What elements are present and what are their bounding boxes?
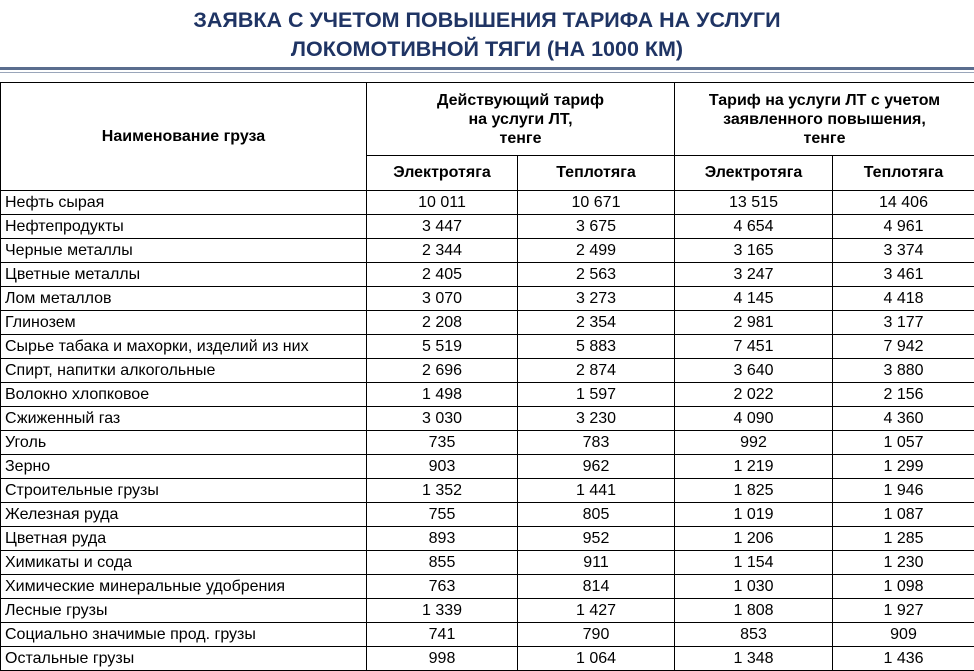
table-row — [1, 623, 974, 647]
table-body — [1, 191, 974, 671]
title-line-1: ЗАЯВКА С УЧЕТОМ ПОВЫШЕНИЯ ТАРИФА НА УСЛУГИ — [0, 6, 974, 35]
cell-cargo-name: Нефтепродукты — [1, 215, 367, 239]
table-row — [1, 551, 974, 575]
cell-current-electro: 2 405 — [367, 263, 518, 287]
cell-new-thermo: 1 098 — [833, 575, 974, 599]
cell-new-thermo: 4 360 — [833, 407, 974, 431]
table-row — [1, 503, 974, 527]
cell-new-electro: 1 348 — [675, 647, 833, 671]
cell-current-thermo: 1 441 — [518, 479, 675, 503]
cell-cargo-name: Сырье табака и махорки, изделий из них — [1, 335, 367, 359]
cell-new-thermo: 3 461 — [833, 263, 974, 287]
table-row — [1, 599, 974, 623]
table-row — [1, 215, 974, 239]
table-row — [1, 647, 974, 671]
cell-cargo-name: Цветные металлы — [1, 263, 367, 287]
cell-cargo-name: Строительные грузы — [1, 479, 367, 503]
cell-new-thermo: 1 230 — [833, 551, 974, 575]
cell-cargo-name: Железная руда — [1, 503, 367, 527]
cell-current-electro: 3 070 — [367, 287, 518, 311]
cell-current-thermo: 2 563 — [518, 263, 675, 287]
cell-new-electro: 853 — [675, 623, 833, 647]
cell-new-electro: 3 247 — [675, 263, 833, 287]
cell-new-electro: 13 515 — [675, 191, 833, 215]
cell-cargo-name: Нефть сырая — [1, 191, 367, 215]
header-current-line-1: Действующий тариф — [367, 91, 674, 110]
cell-cargo-name: Глинозем — [1, 311, 367, 335]
tariff-table — [0, 82, 974, 671]
cell-new-thermo: 1 436 — [833, 647, 974, 671]
cell-new-electro: 1 219 — [675, 455, 833, 479]
cell-new-electro: 1 825 — [675, 479, 833, 503]
cell-cargo-name: Уголь — [1, 431, 367, 455]
table-row — [1, 479, 974, 503]
cell-cargo-name: Волокно хлопковое — [1, 383, 367, 407]
cell-new-thermo: 2 156 — [833, 383, 974, 407]
cell-new-electro: 992 — [675, 431, 833, 455]
cell-cargo-name: Социально значимые прод. грузы — [1, 623, 367, 647]
cell-new-thermo: 1 927 — [833, 599, 974, 623]
cell-current-electro: 755 — [367, 503, 518, 527]
header-current-line-2: на услуги ЛТ, — [367, 110, 674, 129]
header-new-electro: Электротяга — [675, 156, 833, 191]
cell-new-electro: 7 451 — [675, 335, 833, 359]
cell-new-electro: 1 808 — [675, 599, 833, 623]
cell-new-electro: 2 981 — [675, 311, 833, 335]
cell-current-electro: 10 011 — [367, 191, 518, 215]
table-row — [1, 335, 974, 359]
page-title — [0, 6, 974, 64]
cell-current-thermo: 3 675 — [518, 215, 675, 239]
cell-current-electro: 2 344 — [367, 239, 518, 263]
title-divider — [0, 67, 974, 70]
cell-current-electro: 5 519 — [367, 335, 518, 359]
cell-new-thermo: 1 299 — [833, 455, 974, 479]
cell-new-thermo: 3 177 — [833, 311, 974, 335]
cell-new-electro: 4 090 — [675, 407, 833, 431]
cell-current-electro: 1 352 — [367, 479, 518, 503]
header-new-thermo: Теплотяга — [833, 156, 974, 191]
cell-new-thermo: 1 946 — [833, 479, 974, 503]
cell-current-thermo: 2 499 — [518, 239, 675, 263]
cell-current-thermo: 814 — [518, 575, 675, 599]
cell-current-thermo: 5 883 — [518, 335, 675, 359]
cell-cargo-name: Лесные грузы — [1, 599, 367, 623]
cell-current-thermo: 962 — [518, 455, 675, 479]
header-current-thermo: Теплотяга — [518, 156, 675, 191]
header-current-electro: Электротяга — [367, 156, 518, 191]
cell-current-thermo: 2 354 — [518, 311, 675, 335]
cell-new-thermo: 1 087 — [833, 503, 974, 527]
cell-current-thermo: 2 874 — [518, 359, 675, 383]
cell-new-electro: 1 206 — [675, 527, 833, 551]
table-row — [1, 383, 974, 407]
table-row — [1, 263, 974, 287]
cell-new-thermo: 4 418 — [833, 287, 974, 311]
cell-cargo-name: Спирт, напитки алкогольные — [1, 359, 367, 383]
header-new-line-2: заявленного повышения, — [675, 110, 974, 129]
cell-current-electro: 1 339 — [367, 599, 518, 623]
table-row — [1, 431, 974, 455]
cell-new-electro: 4 654 — [675, 215, 833, 239]
cell-new-thermo: 1 057 — [833, 431, 974, 455]
header-current-tariff — [367, 83, 675, 156]
cell-current-electro: 763 — [367, 575, 518, 599]
cell-new-thermo: 909 — [833, 623, 974, 647]
cell-new-electro: 3 165 — [675, 239, 833, 263]
table-row — [1, 311, 974, 335]
header-current-line-3: тенге — [367, 129, 674, 148]
cell-current-electro: 735 — [367, 431, 518, 455]
cell-new-electro: 1 154 — [675, 551, 833, 575]
cell-cargo-name: Черные металлы — [1, 239, 367, 263]
cell-new-electro: 1 019 — [675, 503, 833, 527]
cell-current-electro: 893 — [367, 527, 518, 551]
cell-new-thermo: 4 961 — [833, 215, 974, 239]
table-row — [1, 239, 974, 263]
cell-new-thermo: 3 374 — [833, 239, 974, 263]
table-row — [1, 359, 974, 383]
cell-current-thermo: 1 427 — [518, 599, 675, 623]
table-row — [1, 527, 974, 551]
cell-cargo-name: Химикаты и сода — [1, 551, 367, 575]
header-new-line-1: Тариф на услуги ЛТ с учетом — [675, 91, 974, 110]
cell-current-electro: 2 208 — [367, 311, 518, 335]
cell-current-thermo: 790 — [518, 623, 675, 647]
cell-current-thermo: 911 — [518, 551, 675, 575]
cell-new-thermo: 7 942 — [833, 335, 974, 359]
cell-cargo-name: Цветная руда — [1, 527, 367, 551]
title-divider-thin — [0, 72, 974, 73]
header-new-tariff — [675, 83, 974, 156]
cell-current-thermo: 783 — [518, 431, 675, 455]
cell-current-thermo: 3 273 — [518, 287, 675, 311]
cell-cargo-name: Сжиженный газ — [1, 407, 367, 431]
cell-current-electro: 998 — [367, 647, 518, 671]
cell-current-thermo: 952 — [518, 527, 675, 551]
title-line-2: ЛОКОМОТИВНОЙ ТЯГИ (НА 1000 КМ) — [0, 35, 974, 64]
table-row — [1, 287, 974, 311]
cell-new-thermo: 3 880 — [833, 359, 974, 383]
table-row — [1, 455, 974, 479]
cell-current-electro: 741 — [367, 623, 518, 647]
table-row — [1, 191, 974, 215]
cell-current-electro: 903 — [367, 455, 518, 479]
cell-current-thermo: 3 230 — [518, 407, 675, 431]
header-new-line-3: тенге — [675, 129, 974, 148]
cell-current-thermo: 805 — [518, 503, 675, 527]
cell-current-thermo: 1 597 — [518, 383, 675, 407]
cell-current-thermo: 1 064 — [518, 647, 675, 671]
cell-cargo-name: Остальные грузы — [1, 647, 367, 671]
cell-new-electro: 4 145 — [675, 287, 833, 311]
cell-new-electro: 2 022 — [675, 383, 833, 407]
cell-cargo-name: Зерно — [1, 455, 367, 479]
cell-current-electro: 3 447 — [367, 215, 518, 239]
cell-new-thermo: 14 406 — [833, 191, 974, 215]
cell-current-electro: 855 — [367, 551, 518, 575]
cell-new-electro: 1 030 — [675, 575, 833, 599]
cell-current-thermo: 10 671 — [518, 191, 675, 215]
cell-current-electro: 3 030 — [367, 407, 518, 431]
cell-cargo-name: Лом металлов — [1, 287, 367, 311]
cell-current-electro: 2 696 — [367, 359, 518, 383]
cell-new-thermo: 1 285 — [833, 527, 974, 551]
cell-cargo-name: Химические минеральные удобрения — [1, 575, 367, 599]
table-row — [1, 407, 974, 431]
cell-new-electro: 3 640 — [675, 359, 833, 383]
table-row — [1, 575, 974, 599]
header-cargo-name: Наименование груза — [1, 83, 367, 191]
cell-current-electro: 1 498 — [367, 383, 518, 407]
